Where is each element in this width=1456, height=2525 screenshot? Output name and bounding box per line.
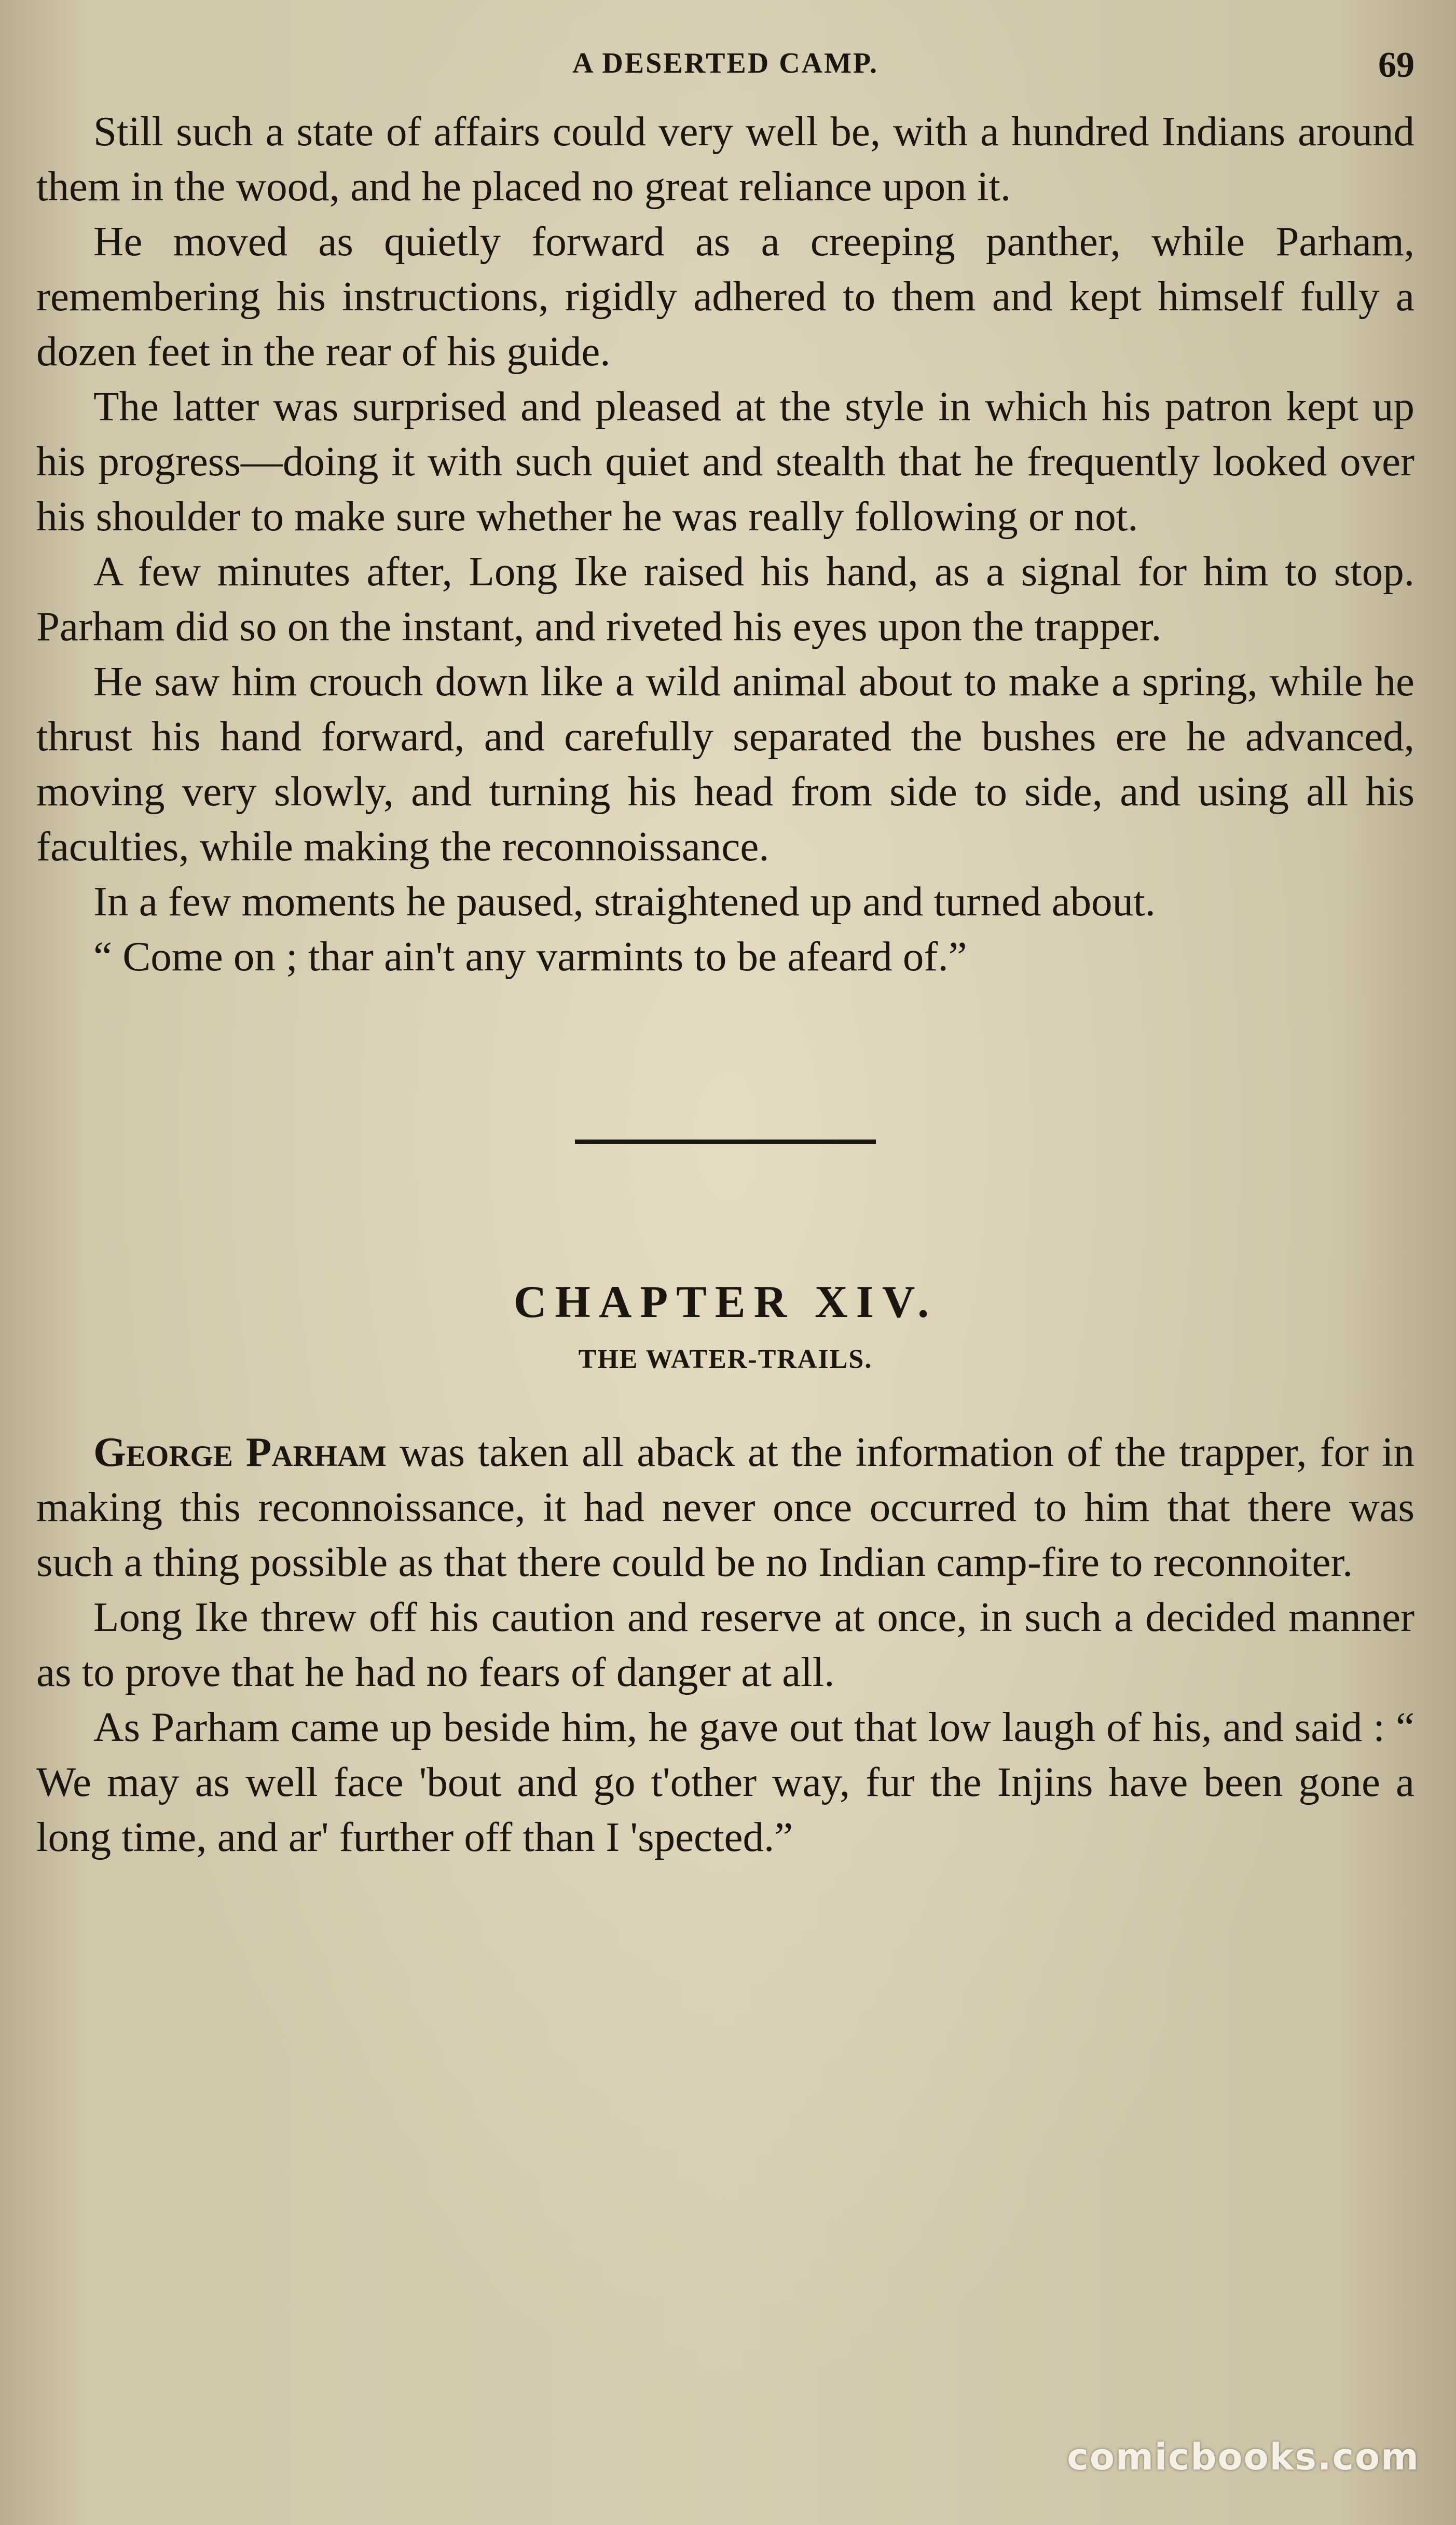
running-head <box>36 47 1414 104</box>
running-title: A DESERTED CAMP. <box>572 47 879 79</box>
paragraph: “ Come on ; thar ain't any varmints to be afeard of.” <box>93 933 967 980</box>
paragraph: In a few moments he paused, straightened up and turned about. <box>93 878 1156 925</box>
opening-name: George Parham <box>93 1429 387 1475</box>
watermark: comicbooks.com <box>1067 2436 1420 2478</box>
paragraph: A few minutes after, Long Ike raised his hand, as a signal for him to stop. Parham did so on the instant, and riveted his eyes upon the trapper. <box>36 548 1414 650</box>
page-number: 69 <box>1378 45 1414 85</box>
paragraph: He moved as quietly forward as a creeping panther, while Parham, remembering his instructions, rigidly adhered to them and kept himself fully a dozen feet in the rear of his guide. <box>36 218 1414 375</box>
paragraph <box>36 1424 1414 1589</box>
chapter-heading: CHAPTER XIV. <box>513 1277 938 1327</box>
paragraph: The latter was surprised and pleased at the style in which his patron kept up his progress—doing it with such quiet and stealth that he frequently looked over his shoulder to make sure whether he was really following or not. <box>36 383 1414 540</box>
paragraph: He saw him crouch down like a wild animal about to make a spring, while he thrust his hand forward, and carefully separated the bushes ere he advanced, moving very slowly, and turning his head from side to side, and using all his faculties, while making the reconnoissance. <box>36 658 1414 870</box>
paragraph: Still such a state of affairs could very well be, with a hundred Indians around them in the wood, and he placed no great reliance upon it. <box>36 108 1414 210</box>
paragraph: As Parham came up beside him, he gave out that low laugh of his, and said : “ We may as well face 'bout and go t'other way, fur the Injins have been gone a long time, and ar' further off than I 'spected.” <box>36 1704 1414 1860</box>
paragraph-text: was taken all aback at the information of the trapper, for in making this reconnoissance, it had never once occurred to him that there was such a thing possible as that there could be no Indian camp-fire to reconnoiter. <box>36 1429 1415 1585</box>
paragraph: Long Ike threw off his caution and reserve at once, in such a decided manner as to prove that he had no fears of danger at all. <box>36 1594 1414 1695</box>
text-before-chapter <box>36 104 1414 984</box>
text-after-chapter <box>36 1424 1414 1864</box>
section-divider <box>575 1140 876 1144</box>
chapter-subtitle: THE WATER-TRAILS. <box>578 1344 873 1374</box>
